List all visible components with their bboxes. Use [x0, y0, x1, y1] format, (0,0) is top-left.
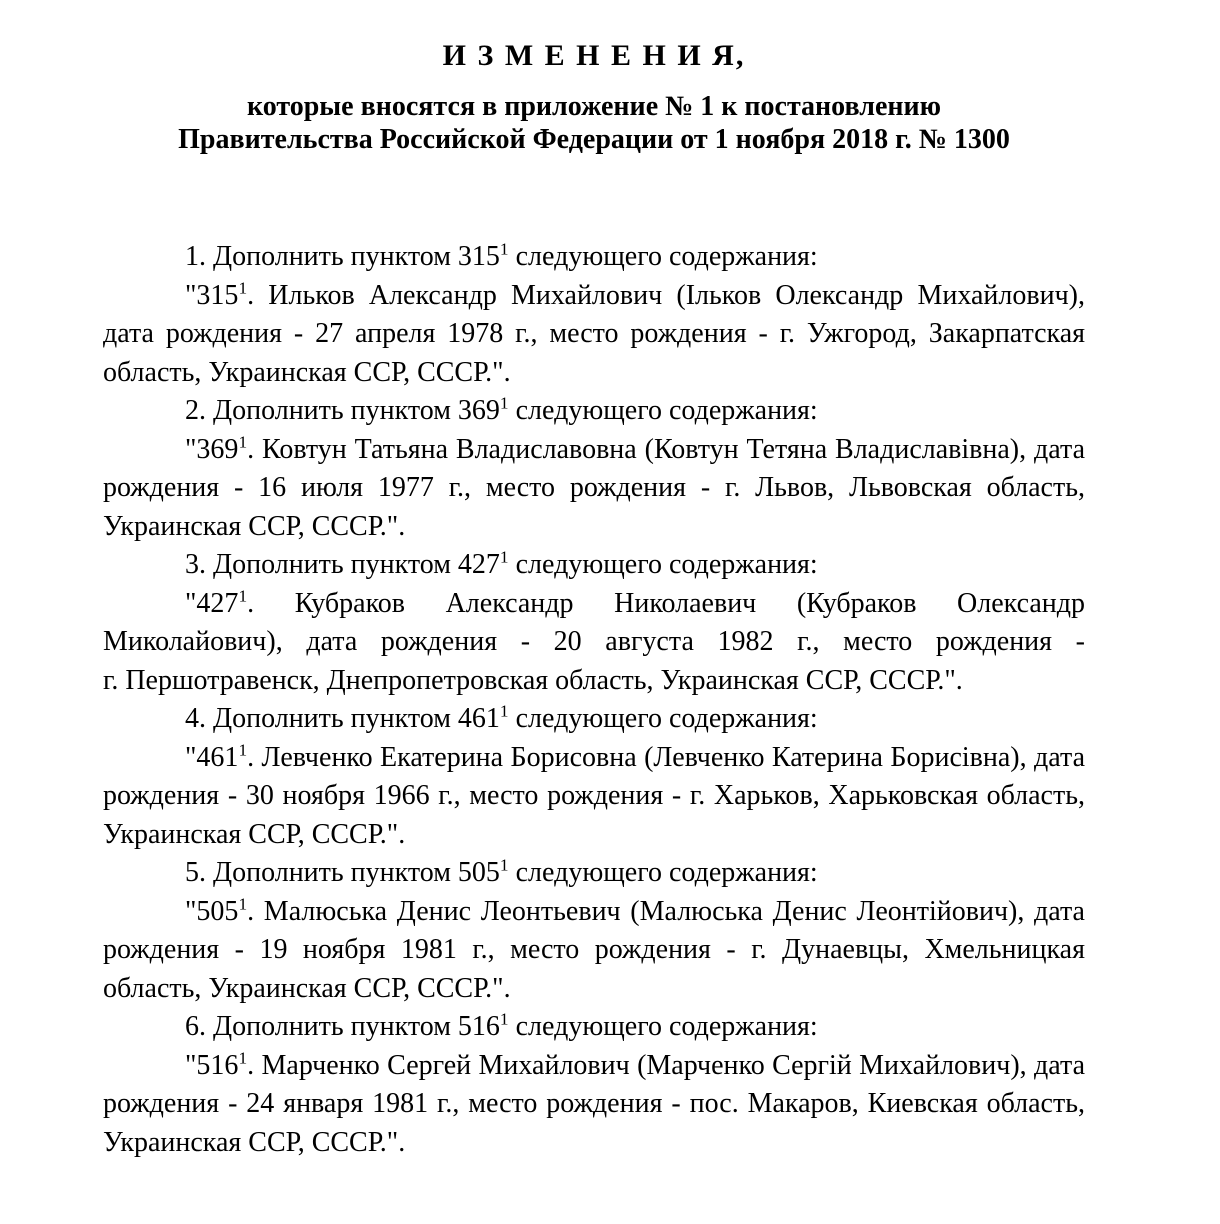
- amendment-item-3: [103, 546, 1085, 700]
- item-2-entry-superscript: 1: [238, 432, 248, 452]
- item-1-entry-text: . Ильков Александр Михайлович (Ільков Олександр Михайлович), дата рождения - 27 апреля 1978 г., место рождения - г. Ужгород, Закарпатская область, Украинская ССР, СССР.".: [103, 279, 1085, 388]
- item-2-entry: [103, 431, 1085, 547]
- item-3-intro-superscript: 1: [499, 547, 509, 567]
- amendment-item-4: [103, 700, 1085, 854]
- item-5-intro-text: 5. Дополнить пунктом 505: [185, 857, 500, 888]
- item-1-entry-superscript: 1: [238, 278, 248, 298]
- item-4-entry-number: "461: [185, 741, 239, 773]
- item-6-intro-superscript: 1: [499, 1009, 509, 1029]
- document-subtitle: [103, 90, 1085, 156]
- item-3-entry-number: "427: [185, 587, 239, 619]
- document-subtitle-line1: которые вносятся в приложение № 1 к постановлению: [246, 91, 942, 122]
- item-4-entry-superscript: 1: [238, 740, 248, 760]
- item-5-entry: [103, 893, 1085, 1009]
- item-4-intro-superscript: 1: [499, 701, 509, 721]
- document-title: И З М Е Н Е Н И Я,: [442, 39, 746, 72]
- item-5-entry-number: "505: [185, 895, 239, 927]
- item-2-intro-text: 2. Дополнить пунктом 369: [185, 395, 500, 426]
- item-3-intro: [103, 546, 1085, 585]
- item-4-intro-text: 4. Дополнить пунктом 461: [185, 703, 500, 734]
- item-4-intro: [103, 700, 1085, 739]
- amendment-item-5: [103, 854, 1085, 1008]
- amendment-item-6: [103, 1008, 1085, 1162]
- item-2-entry-text: . Ковтун Татьяна Владиславовна (Ковтун Тетяна Владиславівна), дата рождения - 16 июля 1977 г., место рождения - г. Львов, Львовская область, Украинская ССР, СССР.".: [103, 433, 1085, 542]
- item-6-entry-number: "516: [185, 1049, 239, 1081]
- item-1-intro-tail: следующего содержания:: [508, 241, 818, 272]
- item-3-entry-superscript: 1: [238, 586, 248, 606]
- item-1-entry: [103, 277, 1085, 393]
- item-1-entry-number: "315: [185, 279, 239, 311]
- item-3-intro-text: 3. Дополнить пунктом 427: [185, 549, 500, 580]
- item-2-intro-tail: следующего содержания:: [508, 395, 818, 426]
- item-4-intro-tail: следующего содержания:: [508, 703, 818, 734]
- item-3-entry-text: . Кубраков Александр Николаевич (Кубраков Олександр Миколайович), дата рождения - 20 августа 1982 г., место рождения - г. Першотравенск, Днепропетровская область, Украинская ССР, СССР.".: [103, 587, 1085, 696]
- item-1-intro-superscript: 1: [499, 239, 509, 259]
- item-3-entry: [103, 585, 1085, 701]
- item-5-intro-tail: следующего содержания:: [508, 857, 818, 888]
- item-4-entry-text: . Левченко Екатерина Борисовна (Левченко Катерина Борисівна), дата рождения - 30 ноября 1966 г., место рождения - г. Харьков, Харьковская область, Украинская ССР, СССР.".: [103, 741, 1085, 850]
- item-5-intro: [103, 854, 1085, 893]
- item-5-entry-superscript: 1: [238, 894, 248, 914]
- item-6-intro-text: 6. Дополнить пунктом 516: [185, 1011, 500, 1042]
- item-2-intro-superscript: 1: [499, 393, 509, 413]
- item-2-intro: [103, 392, 1085, 431]
- item-2-entry-number: "369: [185, 433, 239, 465]
- amendment-item-1: [103, 238, 1085, 392]
- item-5-entry-text: . Малюська Денис Леонтьевич (Малюська Денис Леонтійович), дата рождения - 19 ноября 1981 г., место рождения - г. Дунаевцы, Хмельницкая область, Украинская ССР, СССР.".: [103, 895, 1085, 1004]
- item-6-intro: [103, 1008, 1085, 1047]
- amendment-item-2: [103, 392, 1085, 546]
- item-1-intro: [103, 238, 1085, 277]
- item-6-entry-superscript: 1: [238, 1048, 248, 1068]
- document-subtitle-line2: Правительства Российской Федерации от 1 ноября 2018 г. № 1300: [178, 124, 1010, 155]
- item-3-intro-tail: следующего содержания:: [508, 549, 818, 580]
- item-6-intro-tail: следующего содержания:: [508, 1011, 818, 1042]
- item-6-entry-text: . Марченко Сергей Михайлович (Марченко Сергій Михайлович), дата рождения - 24 января 1981 г., место рождения - пос. Макаров, Киевская область, Украинская ССР, СССР.".: [103, 1049, 1085, 1158]
- item-6-entry: [103, 1047, 1085, 1163]
- item-4-entry: [103, 739, 1085, 855]
- item-1-intro-text: 1. Дополнить пунктом 315: [185, 241, 500, 272]
- amendments-list: [103, 238, 1085, 1162]
- item-5-intro-superscript: 1: [499, 855, 509, 875]
